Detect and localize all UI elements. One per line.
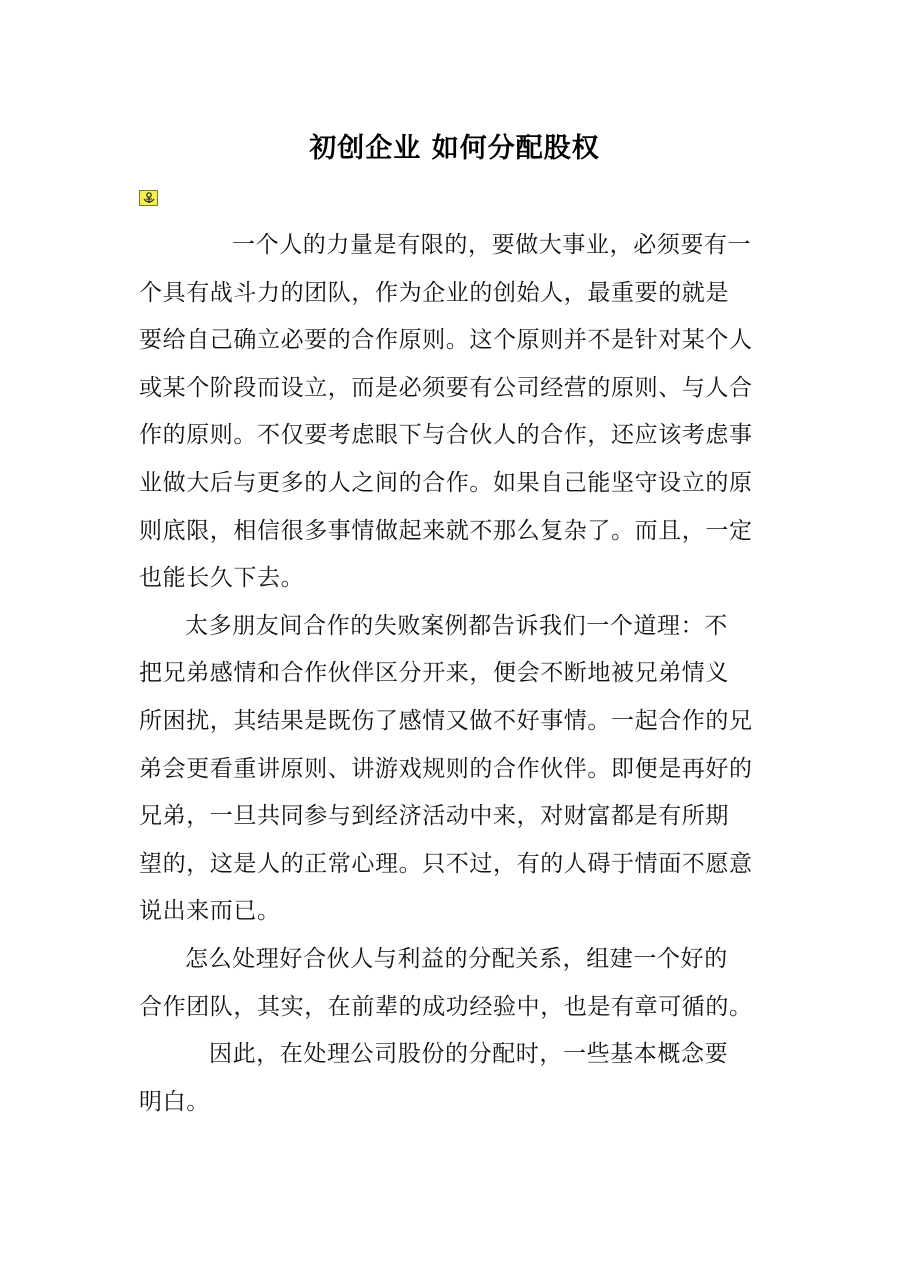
text-line: 个具有战斗力的团队，作为企业的创始人，最重要的就是 — [139, 279, 729, 306]
text-line: 太多朋友间合作的失败案例都告诉我们一个道理：不 — [185, 612, 728, 639]
text-line: 合作团队，其实，在前辈的成功经验中，也是有章可循的。 — [139, 993, 753, 1020]
paragraph-3 — [139, 936, 779, 1031]
text-line: 弟会更看重讲原则、讲游戏规则的合作伙伴。即便是再好的 — [139, 755, 753, 782]
text-line: 业做大后与更多的人之间的合作。如果自己能坚守设立的原 — [139, 469, 753, 496]
text-line: 或某个阶段而设立，而是必须要有公司经营的原则、与人合 — [139, 374, 753, 401]
anchor-icon[interactable] — [139, 190, 158, 206]
paragraph-4 — [139, 1031, 779, 1126]
text-line: 因此，在处理公司股份的分配时，一些基本概念要 — [209, 1041, 729, 1068]
text-line: 作的原则。不仅要考虑眼下与合伙人的合作，还应该考虑事 — [139, 422, 753, 449]
text-line: 兄弟，一旦共同参与到经济活动中来，对财富都是有所期 — [139, 803, 729, 830]
text-line: 说出来而已。 — [139, 898, 281, 925]
page-title: 初创企业 如何分配股权 — [309, 133, 600, 164]
paragraph-2 — [139, 603, 779, 936]
paragraph-1 — [139, 222, 779, 603]
text-line: 所困扰，其结果是既伤了感情又做不好事情。一起合作的兄 — [139, 707, 753, 734]
text-line: 一个人的力量是有限的，要做大事业，必须要有一 — [232, 232, 752, 258]
text-line: 怎么处理好合伙人与利益的分配关系，组建一个好的 — [185, 945, 728, 972]
text-line: 望的，这是人的正常心理。只不过，有的人碍于情面不愿意 — [139, 850, 753, 877]
text-line: 则底限，相信很多事情做起来就不那么复杂了。而且，一定 — [139, 517, 753, 544]
body-text — [139, 222, 779, 1126]
text-line: 把兄弟感情和合作伙伴区分开来，便会不断地被兄弟情义 — [139, 660, 729, 687]
text-line: 要给自己确立必要的合作原则。这个原则并不是针对某个人 — [139, 327, 753, 354]
text-line: 明白。 — [139, 1088, 210, 1115]
text-line: 也能长久下去。 — [139, 565, 305, 592]
